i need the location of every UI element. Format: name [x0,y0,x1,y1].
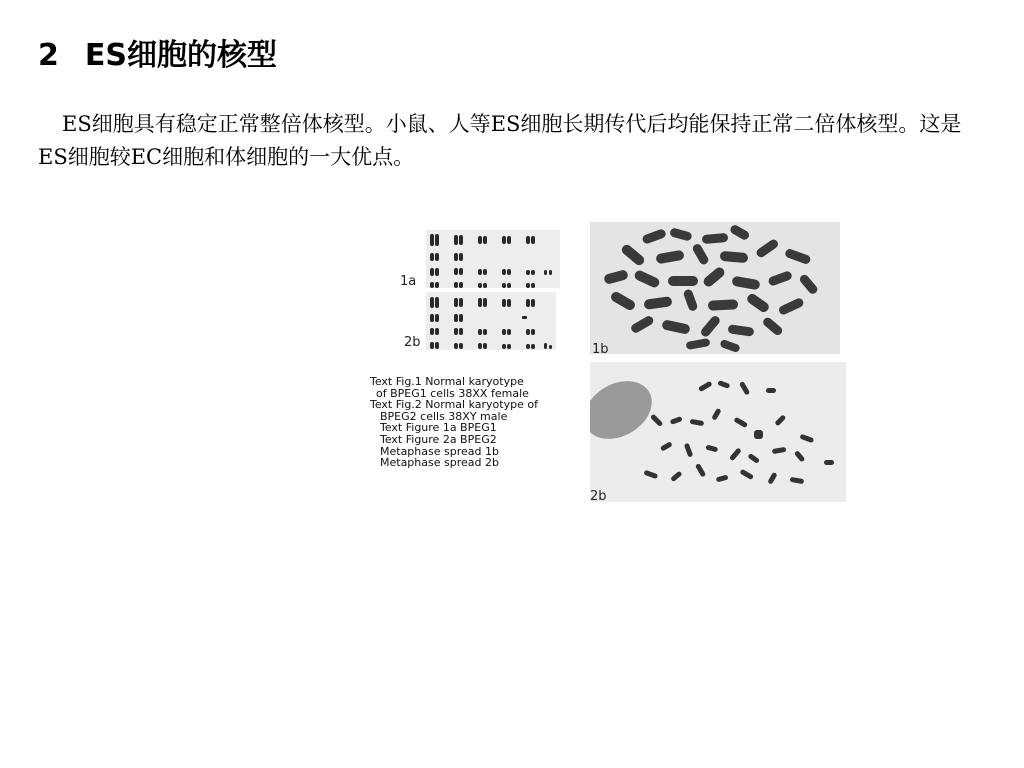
title-number: 2 [38,38,59,73]
panel-label-2b-karyotype: 2b [404,335,421,350]
figure-caption [370,376,582,469]
body-paragraph: ES细胞具有稳定正常整倍体核型。小鼠、人等ES细胞长期传代后均能保持正常二倍体核型。这是ES细胞较EC细胞和体细胞的一大优点。 [38,112,962,169]
karyotype-panel-1a [426,230,560,288]
caption-line-5: Text Figure 1a BPEG1 [380,421,497,435]
caption-line-3: Text Fig.2 Normal karyotype of [370,398,538,412]
caption-line-6: Text Figure 2a BPEG2 [380,432,497,446]
karyotype-2b-image [426,292,556,350]
panel-label-1a: 1a [400,274,417,289]
karyotype-1a-image [426,230,560,288]
caption-line-4: BPEG2 cells 38XY male [380,409,508,423]
karyotype-panel-2b [426,292,556,350]
metaphase-1b-image [590,222,840,354]
caption-line-2: of BPEG1 cells 38XX female [376,386,529,400]
metaphase-panel-1b [590,222,840,354]
metaphase-panel-2b [590,362,846,502]
panel-label-1b: 1b [592,342,609,357]
caption-line-1: Text Fig.1 Normal karyotype [370,375,524,388]
title-text: ES细胞的核型 [84,38,277,73]
karyotype-figure [370,222,848,504]
slide-title [38,36,277,76]
caption-line-8: Metaphase spread 2b [380,456,499,470]
metaphase-2b-image [590,362,846,502]
caption-line-7: Metaphase spread 1b [380,444,499,458]
panel-label-2b-spread: 2b [590,489,607,504]
